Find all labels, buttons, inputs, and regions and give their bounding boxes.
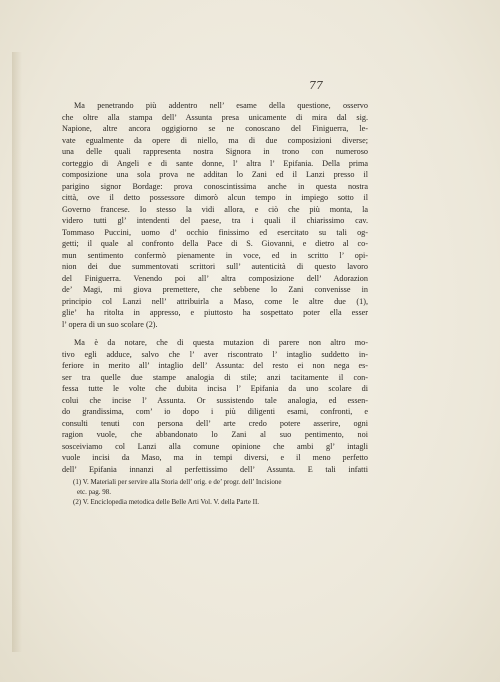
text-line: vuole incisi da Maso, ma in tempi diversi, e il meno perfetto — [62, 453, 368, 462]
text-line: videro tutti gl’ intendenti del paese, tra i quali il chiarissimo cav. — [62, 216, 368, 225]
text-line: ragion vuole, che abbandonato lo Zani al suo pentimento, noi — [62, 430, 368, 439]
text-line: nion dei due summentovati scrittori sull’ autenticità di questo lavoro — [62, 262, 368, 271]
text-line: sosceiviamo col Lanzi alla comune opinione che ambi gl’ intagli — [62, 441, 368, 451]
text-line: del Finiguerra. Venendo poi all’ altra composizione dell’ Adorazion — [62, 273, 368, 283]
page-number: 77 — [309, 79, 323, 92]
text-line: città, ove il detto possessore dimorò alcun tempo in impiego sotto il — [62, 193, 368, 202]
text-line: l’ opera di un suo scolare (2). — [62, 319, 158, 329]
footnote-1: (1) V. Materiali per servire alla Storia dell’ orig. e de’ progr. dell’ Incisione — [73, 478, 282, 486]
text-line: parigino signor Bordage: prova conoscintissima anche in questa nostra — [62, 181, 368, 191]
text-line: Tommaso Puccini, uomo d’ occhio finissimo ed esercitato su tali og- — [62, 227, 368, 237]
text-line: do grandissima, com’ io dopo i più diligenti esami, confronti, e — [62, 407, 368, 416]
text-line: fessa tutte le volte che dubita incisa l’ Epifania da uno scolare di — [62, 384, 368, 393]
text-line: corteggio di Angeli e di sante donne, l’ altra l’ Epifania. Della prima — [62, 158, 368, 168]
paragraph-gap — [62, 330, 368, 337]
text-line: che oltre alla stampa dell’ Assunta presa unicamente di mira dal sig. — [62, 112, 368, 122]
text-line: Ma è da notare, che di questa mutazion di parere non altro mo- — [74, 338, 368, 347]
text-line: principio col Lanzi nell’ attribuirla a Maso, come le altre due (1), — [62, 296, 368, 306]
footnote-2: (2) V. Enciclopedia metodica delle Belle Arti Vol. V. della Parte II. — [73, 498, 260, 506]
text-line: ser tra quelle due stampe analogia di stile; anzi tacitamente il con- — [62, 372, 368, 382]
paragraph-1 — [62, 100, 368, 330]
text-line: Ma penetrando più addentro nell’ esame della questione, osservo — [74, 101, 368, 110]
footnote-1-continuation: etc. pag. 98. — [77, 488, 112, 496]
text-line: colui che incise l’ Assunta. Or sussistendo tale analogia, ed essen- — [62, 395, 368, 405]
footnotes — [73, 477, 368, 507]
text-line: glie’ ha ritolta in appresso, e piuttosto ha sospettato poter ella esser — [62, 308, 368, 317]
text-line: vate egualmente da opere di niello, ma di due composizioni diverse; — [62, 135, 368, 145]
text-line: Napione, altre ancora oggigiorno se ne conoscano del Finiguerra, le- — [62, 124, 368, 133]
text-line: getti; il quale al confronto della Pace di S. Giovanni, e dietro al co- — [62, 239, 368, 248]
paragraph-2 — [62, 337, 368, 475]
text-line: Governo francese. Io stesso la vidi allora, e ciò che più monta, la — [62, 204, 368, 214]
text-line: una delle quali rappresenta nostra Signora in trono con numeroso — [62, 147, 368, 156]
text-line: tivo egli adduce, salvo che l’ aver riscontrato l’ intaglio suddetto in- — [62, 349, 368, 359]
text-line: dell’ Epifania innanzi al perfettissimo dell’ Assunta. E tali infatti — [62, 464, 368, 474]
body-text — [62, 100, 368, 475]
text-line: de’ Magi, mi giova premettere, che sebbene lo Zani convenisse in — [62, 285, 368, 294]
text-line: mun sentimento confermò pienamente in voce, ed in scritto l’ opi- — [62, 250, 368, 260]
text-line: consulti tenuti con persona dell’ arte credo potere asserire, ogni — [62, 418, 368, 428]
text-line: composizione una sola prova ne additan lo Zani ed il Lanzi presso il — [62, 170, 368, 179]
page-edge-stain — [12, 52, 22, 652]
text-line: feriore in merito all’ intaglio dell’ Assunta: del resto ei non nega es- — [62, 361, 368, 370]
